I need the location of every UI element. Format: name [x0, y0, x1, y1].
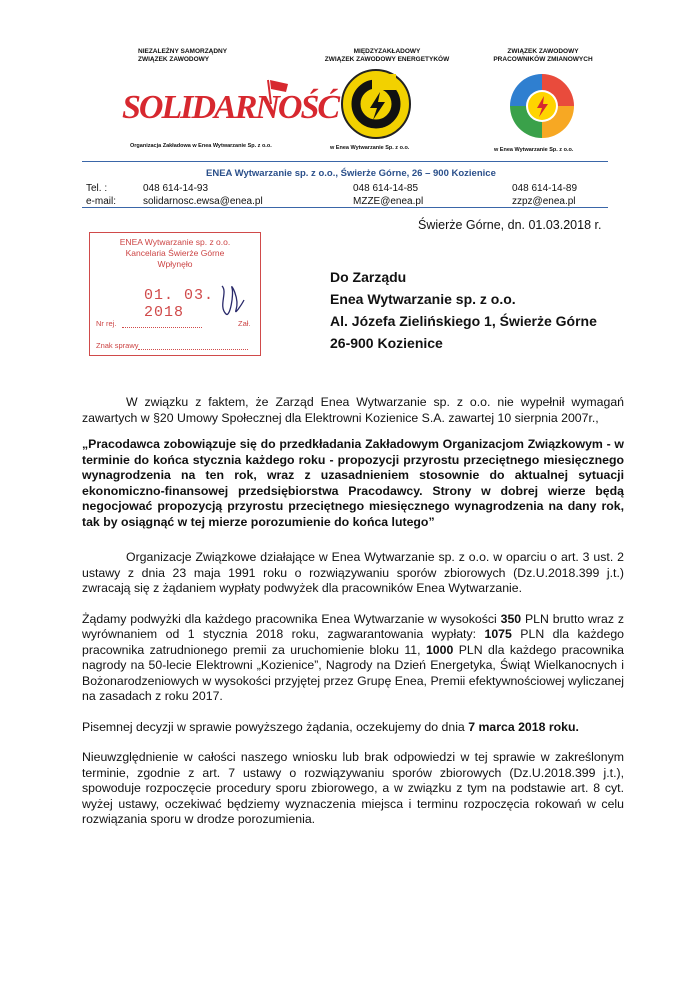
- solidarnosc-logo: [120, 74, 339, 134]
- mzze-heading: MIĘDZYZAKŁADOWY ZWIĄZEK ZAWODOWY ENERGETYKÓW: [324, 48, 450, 63]
- email-solidarnosc[interactable]: solidarnosc.ewsa@enea.pl: [143, 196, 263, 207]
- zzpz-logo: [506, 70, 578, 142]
- stamp-nr-label: Nr rej.: [96, 319, 117, 328]
- solidarnosc-caption: Organizacja Zakładowa w Enea Wytwarzanie Sp. z o.o.: [130, 143, 272, 149]
- amount-1000: 1000: [425, 642, 454, 657]
- paragraph-2: Organizacje Związkowe działające w Enea Wytwarzanie sp. z o.o. w oparciu o art. 3 ust. 2 ustawy z dnia 23 maja 1991 roku o rozwiązywaniu sporów zbiorowych (Dz.U.2018.399 j.t.) zwracają się z żądaniem wypłaty podwyżek dla pracowników Enea Wytwarzanie.: [82, 550, 624, 595]
- solidarnosc-logo-text: SOLIDARNOŚĆ: [122, 89, 339, 126]
- email-mzze[interactable]: MZZE@enea.pl: [353, 196, 424, 207]
- tel-mzze: 048 614-14-85: [353, 183, 419, 194]
- tel-label: Tel. :: [86, 183, 108, 194]
- contact-solidarnosc: [143, 182, 263, 208]
- deadline-date: 7 marca 2018 roku.: [468, 719, 579, 734]
- intro-paragraph: W związku z faktem, że Zarząd Enea Wytwarzanie sp. z o.o. nie wypełnił wymagań zawartych w §20 Umowy Społecznej dla Elektrowni Kozienice S.A. zawartej 10 sierpnia 2007r.,: [82, 395, 624, 425]
- email-label: e-mail:: [86, 196, 117, 207]
- recipient-block: [330, 266, 597, 354]
- tel-solidarnosc: 048 614-14-93: [143, 183, 209, 194]
- stamp-znak-label: Znak sprawy: [96, 341, 139, 350]
- amount-1075: 1075: [484, 627, 512, 641]
- contact-labels: [86, 182, 116, 208]
- zzpz-heading: ZWIĄZEK ZAWODOWY PRACOWNIKÓW ZMIANOWYCH: [493, 48, 593, 63]
- tel-zzpz: 048 614-14-89: [512, 183, 578, 194]
- zzpz-caption: w Enea Wytwarzanie Sp. z o.o.: [494, 147, 574, 153]
- stamp-zal-label: Zał.: [238, 319, 251, 328]
- stamp-line3: Wpłynęło: [157, 259, 193, 269]
- stamp-line2: Kancelaria Świerże Górne: [125, 248, 225, 258]
- letter-body: [82, 395, 624, 828]
- date-line: Świerże Górne, dn. 01.03.2018 r.: [418, 218, 602, 232]
- stamp-line1: ENEA Wytwarzanie sp. z o.o.: [119, 237, 231, 247]
- recipient-line-4: 26-900 Kozienice: [330, 335, 443, 351]
- signature-scribble: [212, 280, 252, 320]
- company-line: ENEA Wytwarzanie sp. z o.o., Świerże Górne, 26 – 900 Kozienice: [206, 168, 496, 179]
- recipient-line-1: Do Zarządu: [330, 269, 407, 285]
- header-rule-top: [82, 161, 608, 162]
- stamp-date: 01. 03. 2018: [144, 287, 215, 321]
- quote-paragraph: „Pracodawca zobowiązuje się do przedkładania Zakładowym Organizacjom Związkowym - w terminie do końca stycznia każdego roku - propozycji przyrostu przeciętnego miesięcznego wynagrodzenia na ten rok, wraz z uzasadnieniem stosownie do aktualnej sytuacji ekonomiczno-finansowej przedsiębiorstwa Pracodawcy. Strony w dobrej wierze będą negocjować propozycją przyrostu przeciętnego miesięcznego wynagrodzenia na dany rok, tak by osiągnąć w tej mierze porozumienie do końca lutego”: [82, 437, 624, 529]
- email-zzpz[interactable]: zzpz@enea.pl: [512, 196, 576, 207]
- contact-mzze: [353, 182, 423, 208]
- recipient-line-2: Enea Wytwarzanie sp. z o.o.: [330, 291, 516, 307]
- amount-350: 350: [500, 611, 522, 626]
- recipient-line-3: Al. Józefa Zielińskiego 1, Świerże Górne: [330, 313, 597, 329]
- paragraph-3: Żądamy podwyżki dla każdego pracownika Enea Wytwarzanie w wysokości 350 PLN brutto wraz z wyrównaniem od 1 stycznia 2018 roku, zagwarantowania wypłaty: 1075 PLN dla każdego pracownika zatrudnionego premii za uruchomienie bloku 11, 1000 PLN dla każdego pracownika nagrody na 50-lecie Elektrowni „Kozienice”, Nagrody na Dzień Energetyka, Świąt Wielkanocnych i Bożonarodzeniowych w wysokości przyjętej przez Grupę Enea, Premii efektywnościowej wyliczanej na zasadach z roku 2017.: [82, 611, 624, 703]
- mzze-logo: [340, 68, 412, 140]
- contact-zzpz: [512, 182, 577, 208]
- solidarnosc-heading: NIEZALEŻNY SAMORZĄDNY ZWIĄZEK ZAWODOWY: [138, 48, 228, 63]
- mzze-caption: w Enea Wytwarzanie Sp. z o.o.: [330, 145, 410, 151]
- paragraph-5: Nieuwzględnienie w całości naszego wniosku lub brak odpowiedzi w tej sprawie w zakreślonym terminie, zgodnie z art. 7 ustawy o rozwiązywaniu sporów zbiorowych (Dz.U.2018.399 j.t.), spowoduje rozpoczęcie procedury sporu zbiorowego, a w związku z tym na podstawie art. 8 cyt. wyżej ustawy, oczekiwać będziemy wyznaczenia miejsca i terminu rozpoczęcia rokowań w celu rozwiązania sporu w drodze porozumienia.: [82, 750, 624, 826]
- paragraph-4: Pisemnej decyzji w sprawie powyższego żądania, oczekujemy do dnia 7 marca 2018 roku.: [82, 719, 579, 734]
